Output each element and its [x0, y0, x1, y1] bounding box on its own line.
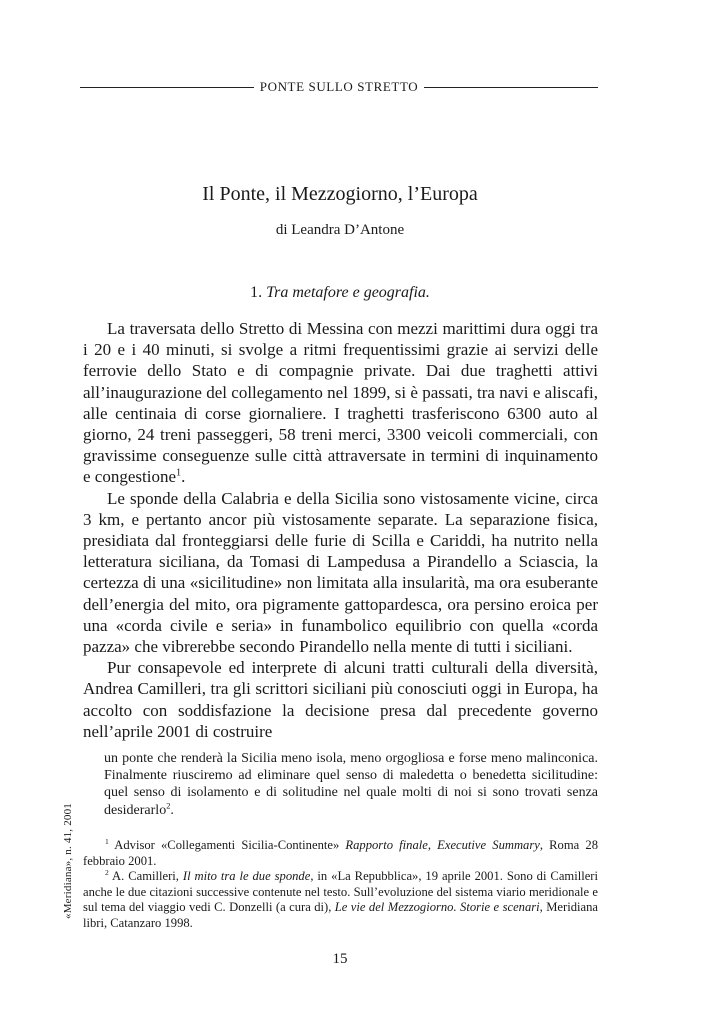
- body-text: [83, 318, 598, 742]
- page-number: 15: [332, 951, 348, 967]
- footnote-italic: Rapporto finale, Executive Summary: [345, 838, 540, 852]
- paragraph: [83, 488, 598, 658]
- running-title: PONTE SULLO STRETTO: [259, 79, 419, 94]
- block-quote: [104, 750, 598, 819]
- quote-text: un ponte che renderà la Sicilia meno isola, meno orgogliosa e forse meno malinconica. Finalmente riusciremo ad eliminare quel senso di maledetta o benedetta sicilitudine: quel senso di isolamento e di solitudine nel quale molti di noi si sono trovati senza desiderarlo: [104, 751, 598, 818]
- journal-citation: «Meridiana», n. 41, 2001: [62, 802, 74, 920]
- header-rule-right: [424, 87, 598, 88]
- footnotes: [83, 838, 598, 932]
- paragraph: [83, 657, 598, 742]
- footnote: [83, 869, 598, 931]
- footnote-text: Advisor «Collegamenti Sicilia-Continente»: [108, 838, 346, 852]
- section-heading: [0, 284, 680, 302]
- footnote-ref[interactable]: 2: [166, 800, 171, 810]
- footnote-text: A. Camilleri,: [108, 869, 183, 884]
- footnote-italic: Le vie del Mezzogiorno. Storie e scenari: [334, 900, 540, 915]
- footnote-number: 2: [105, 868, 109, 877]
- footnote-italic: Il mito tra le due sponde: [182, 869, 311, 884]
- footnote-text: , Roma 28 febbraio 2001.: [83, 838, 599, 868]
- footnote-text: , in «La Repubblica», 19 aprile 2001. Sono di Camilleri anche le due citazioni successive contenute nel testo. Sull’evoluzione del sistema viario meridionale e sul tema del viaggio vedi C. Donzelli (a cura di),: [83, 869, 598, 915]
- paragraph: [83, 318, 598, 488]
- article-author: di Leandra D’Antone: [275, 222, 405, 238]
- paragraph-text: Le sponde della Calabria e della Sicilia sono vistosamente vicine, circa 3 km, e pertanto ancor più vistosamente separate. La separazione fisica, presidiata dal fronteggiarsi delle furie di Scilla e Cariddi, ha nutrito nella letteratura siciliana, da Tomasi di Lampedusa a Pirandello a Sciascia, la certezza di una «sicilitudine» non limitata alla insularità, ma ora esuberante dell’energia del mito, ora pigramente gattopardesca, ora persino eroica per una «corda civile e seria» in funambolico equilibrio con quella «corda pazza» che vibrerebbe secondo Pirandello nella mente di tutti i siciliani.: [83, 488, 598, 657]
- header-rule-left: [80, 87, 254, 88]
- paragraph-text: Pur consapevole ed interprete di alcuni tratti culturali della diversità, Andrea Camilleri, tra gli scrittori siciliani più conosciuti oggi in Europa, ha accolto con soddisfazione la decisione presa dal precedente governo nell’aprile 2001 di costruire: [83, 658, 598, 741]
- footnote: [83, 838, 598, 869]
- running-header: [80, 78, 598, 96]
- quote-text-end: .: [170, 802, 174, 818]
- footnote-ref[interactable]: 1: [176, 467, 182, 479]
- article-title: Il Ponte, il Mezzogiorno, l’Europa: [202, 183, 478, 205]
- footnote-number: 1: [105, 836, 109, 846]
- footnote-text: , Meridiana libri, Catanzaro 1998.: [83, 900, 598, 930]
- section-title: Tra metafore e geografia.: [266, 284, 430, 301]
- paragraph-text-end: .: [181, 467, 186, 487]
- paragraph-text: La traversata dello Stretto di Messina con mezzi marittimi dura oggi tra i 20 e i 40 minuti, si svolge a ritmi frequentissimi grazie ai servizi delle ferrovie dello Stato e di compagnie private. Dai due traghetti attivi all’inaugurazione del collegamento nel 1899, si è passati, tra navi e aliscafi, alle centinaia di corse giornaliere. I traghetti trasferiscono 6300 auto al giorno, 24 treni passeggeri, 58 treni merci, 3300 veicoli commerciali, con gravissime conseguenze sulle città attraversate in termini di inquinamento e congestione: [83, 319, 598, 487]
- section-number: 1.: [250, 284, 263, 301]
